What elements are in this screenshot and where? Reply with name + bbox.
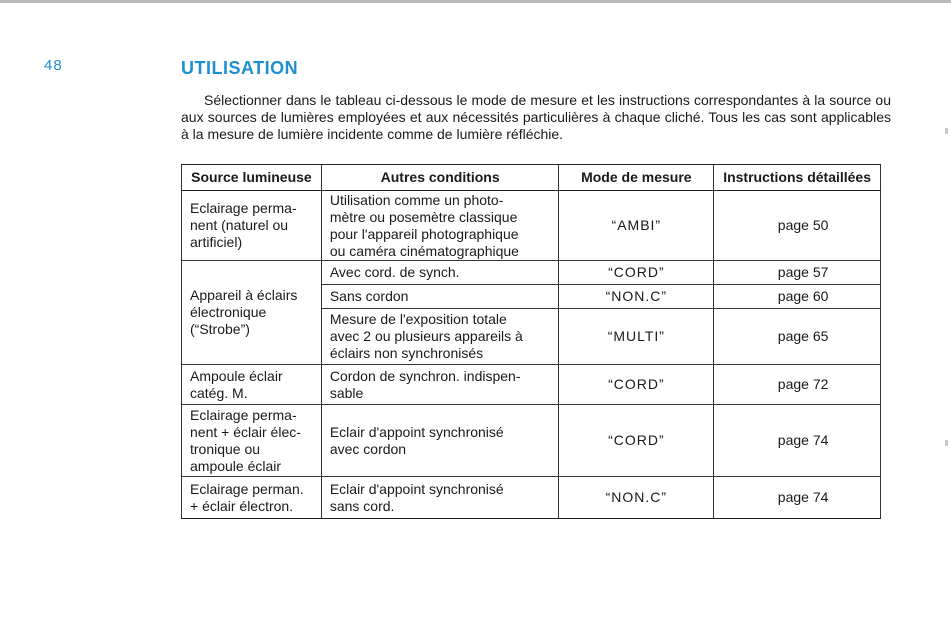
intro-paragraph: Sélectionner dans le tableau ci-dessous le mode de mesure et les instructions correspondantes à la source ou aux sources de lumières employées et aux nécessités particulières à chaque cliché. Tous les cas sont applicables à la mesure de lumière incidente comme de lumière réfléchie.: [181, 92, 891, 142]
cell-source: Eclairage perma- nent + éclair élec- tronique ou ampoule éclair: [182, 405, 322, 477]
header-mode: Mode de mesure: [559, 165, 714, 191]
cell-page: page 57: [714, 261, 881, 285]
cell-source: Appareil à éclairs électronique (“Strobe”): [182, 261, 322, 365]
cell-mode: “NON.C”: [559, 285, 714, 309]
cell-mode: “CORD”: [559, 405, 714, 477]
cell-condition: Eclair d'appoint synchronisé avec cordon: [321, 405, 559, 477]
cell-page: page 50: [714, 191, 881, 261]
cell-mode: “AMBI”: [559, 191, 714, 261]
measurement-mode-table: [181, 164, 881, 519]
cell-condition: Mesure de l'exposition totale avec 2 ou plusieurs appareils à éclairs non synchronisés: [321, 309, 559, 365]
cell-mode: “CORD”: [559, 261, 714, 285]
table-row: [182, 405, 881, 477]
cell-condition: Cordon de synchron. indispen- sable: [321, 365, 559, 405]
cell-mode: “CORD”: [559, 365, 714, 405]
cell-page: page 60: [714, 285, 881, 309]
cell-source: Eclairage perman. + éclair électron.: [182, 477, 322, 519]
table-row: [182, 191, 881, 261]
cell-source: Eclairage perma- nent (naturel ou artificiel): [182, 191, 322, 261]
table-row: [182, 261, 881, 285]
cell-mode: “NON.C”: [559, 477, 714, 519]
margin-mark: [945, 440, 948, 446]
section-title: UTILISATION: [181, 58, 299, 78]
cell-condition: Sans cordon: [321, 285, 559, 309]
cell-source: Ampoule éclair catég. M.: [182, 365, 322, 405]
table-row: [182, 477, 881, 519]
cell-condition: Eclair d'appoint synchronisé sans cord.: [321, 477, 559, 519]
header-source: Source lumineuse: [182, 165, 322, 191]
cell-page: page 74: [714, 405, 881, 477]
cell-condition: Utilisation comme un photo- mètre ou posemètre classique pour l'appareil photographique ou caméra cinématographique: [321, 191, 559, 261]
cell-condition: Avec cord. de synch.: [321, 261, 559, 285]
header-conditions: Autres conditions: [321, 165, 559, 191]
cell-page: page 72: [714, 365, 881, 405]
page-number: 48: [44, 57, 63, 74]
margin-mark: [945, 128, 948, 134]
cell-page: page 65: [714, 309, 881, 365]
cell-page: page 74: [714, 477, 881, 519]
top-rule: [0, 0, 951, 3]
table-row: [182, 365, 881, 405]
header-instructions: Instructions détaillées: [714, 165, 881, 191]
cell-mode: “MULTI”: [559, 309, 714, 365]
table-header-row: [182, 165, 881, 191]
